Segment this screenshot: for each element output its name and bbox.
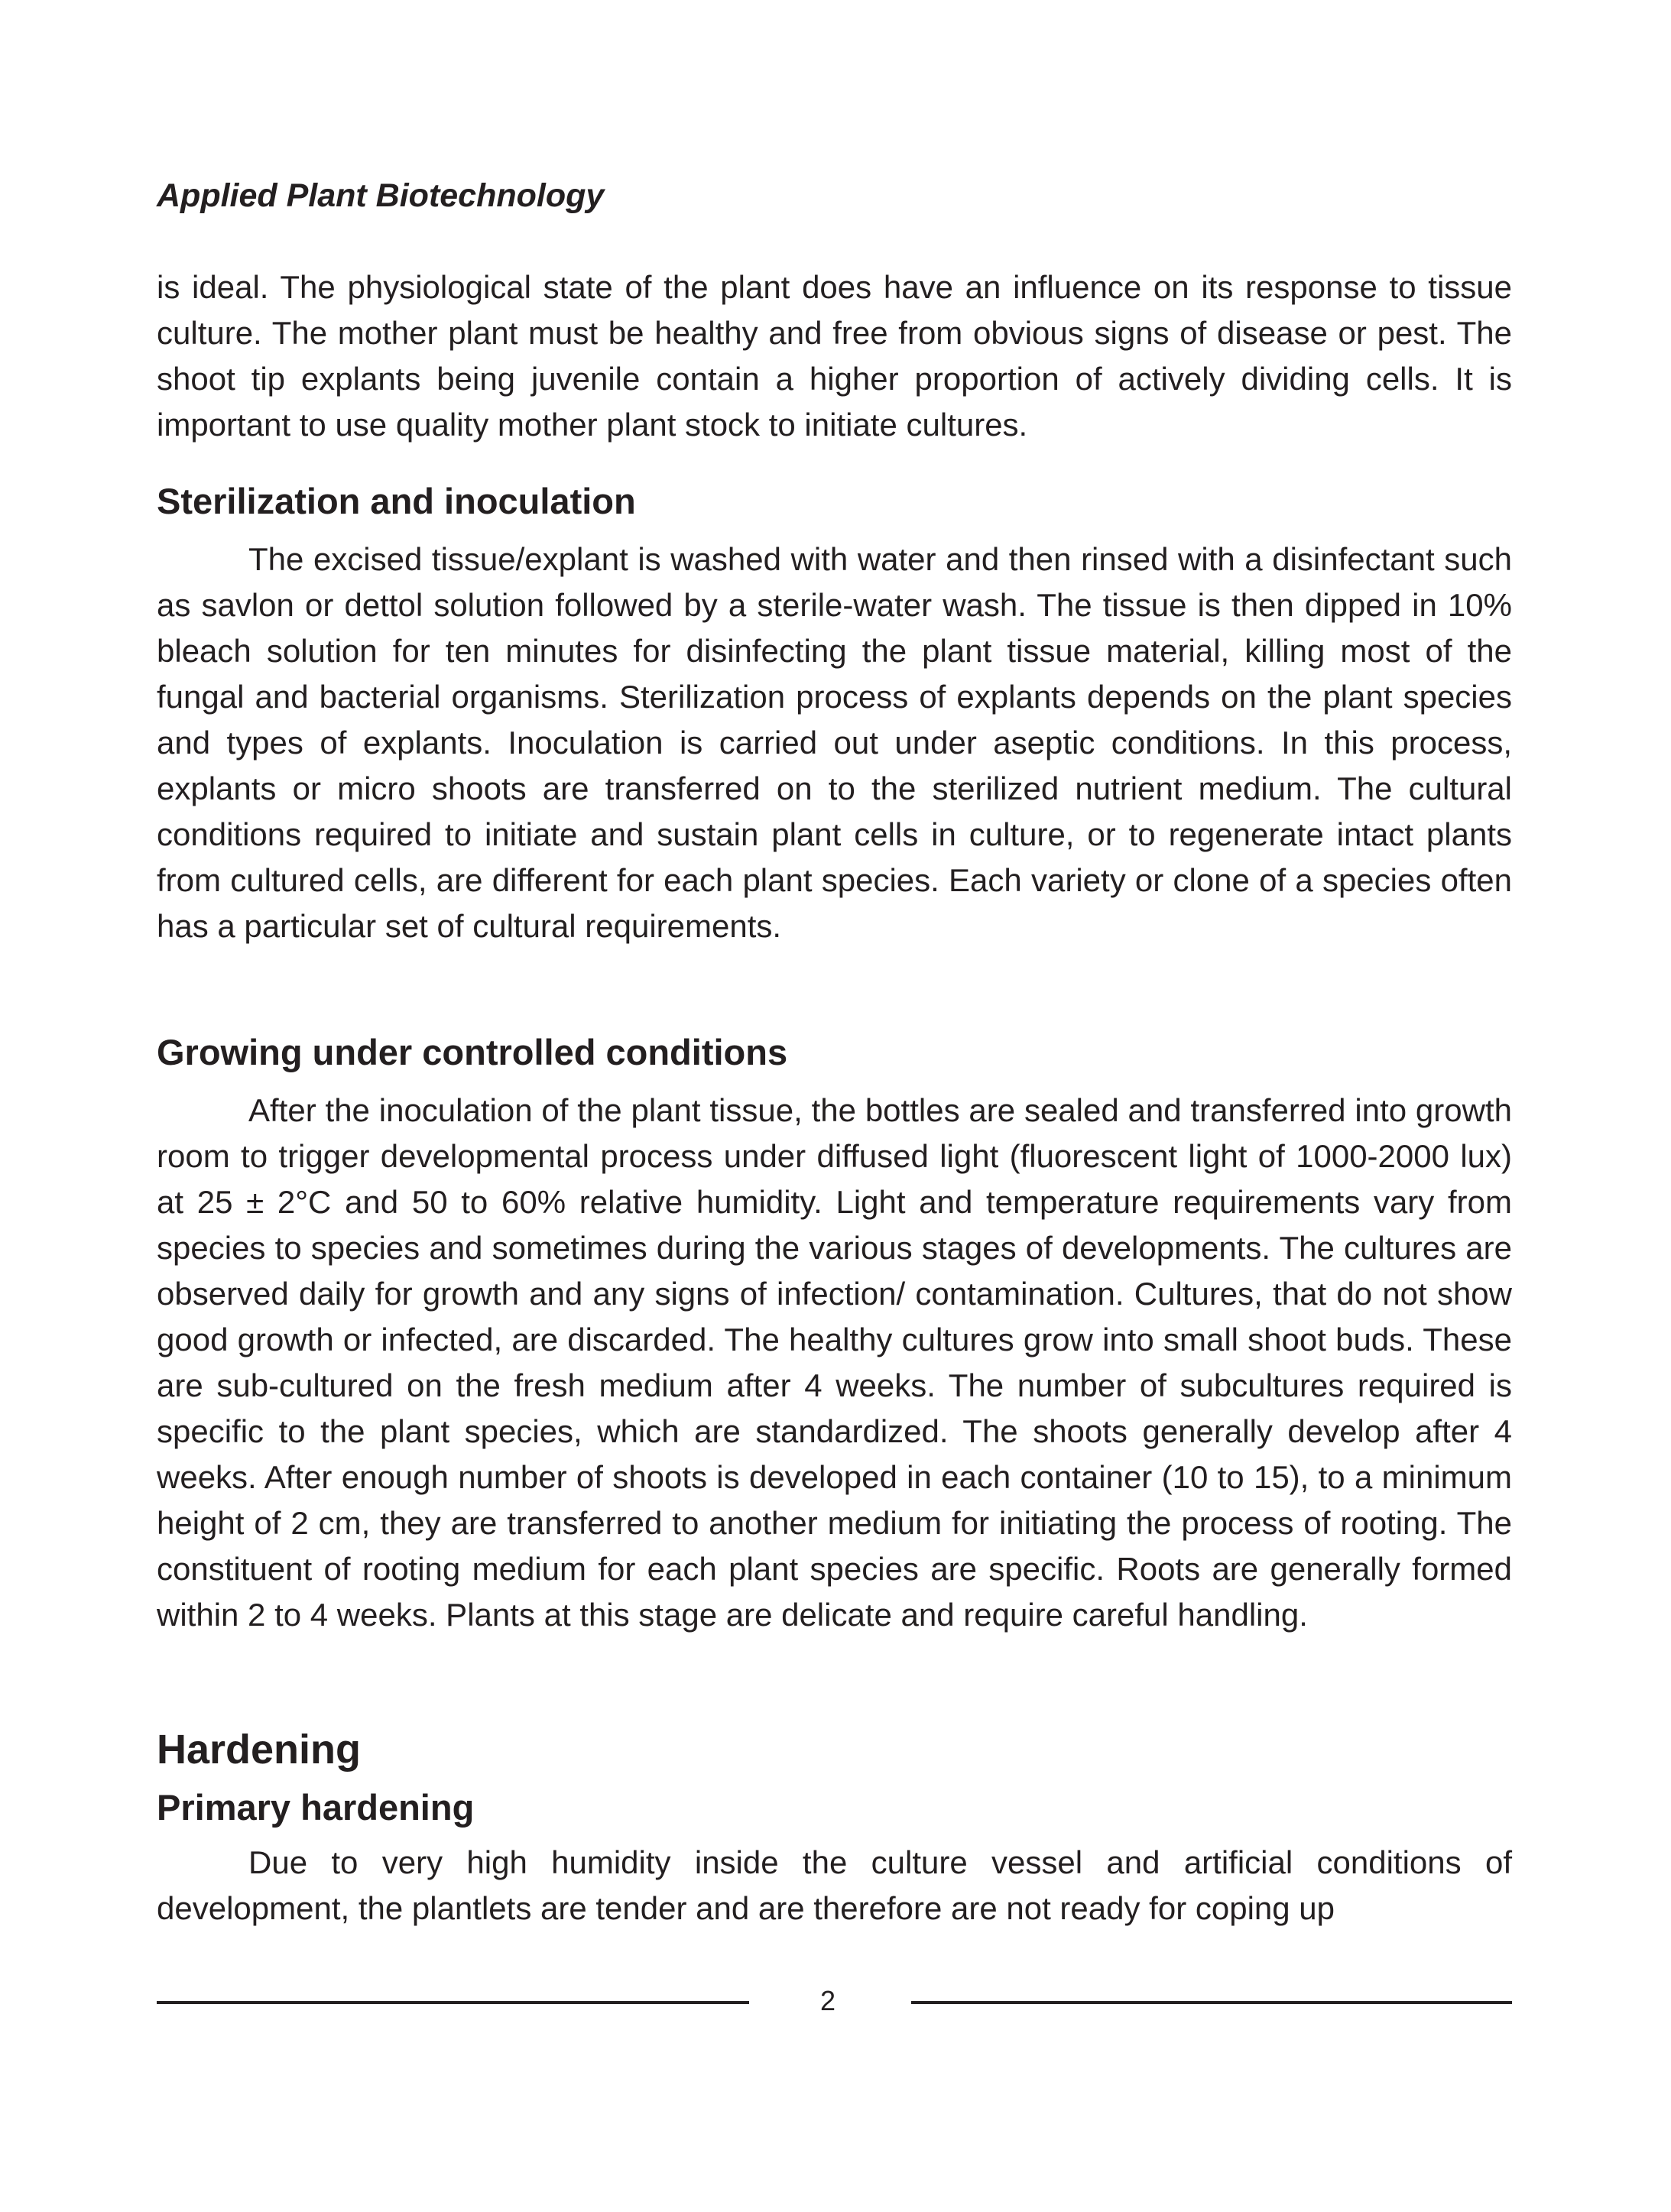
growing-paragraph: After the inoculation of the plant tissue, the bottles are sealed and transferred into growth room to trigger developmental process under diffused light (fluorescent light of 1000-2000 lux) at 25 ± 2°C and 50 to 60% relative humidity. Light and temperature requirements vary from species to species and sometimes during the various stages of developments. The cultures are observed daily for growth and any signs of infection/ contamination. Cultures, that do not show good growth or infected, are discarded. The healthy cultures grow into small shoot buds. These are sub-cultured on the fresh medium after 4 weeks. The number of subcultures required is specific to the plant species, which are standardized. The shoots generally develop after 4 weeks. After enough number of shoots is developed in each container (10 to 15), to a minimum height of 2 cm, they are transferred to another medium for initiating the process of rooting. The constituent of rooting medium for each plant species are specific. Roots are generally formed within 2 to 4 weeks. Plants at this stage are delicate and require careful handling. — [157, 1092, 1512, 1633]
section-heading-hardening: Hardening — [157, 1727, 362, 1773]
subheading-primary-hardening: Primary hardening — [157, 1787, 475, 1828]
sterilization-paragraph: The excised tissue/explant is washed with water and then rinsed with a disinfectant such as savlon or dettol solution followed by a sterile-water wash. The tissue is then dipped in 10% bleach solution for ten minutes for disinfecting the plant tissue material, killing most of the fungal and bacterial organisms. Sterilization process of explants depends on the plant species and types of explants. Inoculation is carried out under aseptic conditions. In this process, explants or micro shoots are transferred on to the sterilized nutrient medium. The cultural conditions required to initiate and sustain plant cells in culture, or to regenerate intact plants from cultured cells, are different for each plant species. Each variety or clone of a species often has a particular set of cultural requirements. — [157, 541, 1512, 944]
section-heading-growing: Growing under controlled conditions — [157, 1032, 788, 1072]
footer-rule-left — [157, 2001, 749, 2004]
hardening-paragraph: Due to very high humidity inside the culture vessel and artificial conditions of development, the plantlets are tender and are therefore are not ready for coping up — [157, 1844, 1512, 1926]
section-heading-sterilization: Sterilization and inoculation — [157, 481, 636, 521]
running-title: Applied Plant Biotechnology — [157, 177, 605, 214]
intro-paragraph: is ideal. The physiological state of the plant does have an influence on its response to tissue culture. The mother plant must be healthy and free from obvious signs of disease or pest. The shoot tip explants being juvenile contain a higher proportion of actively dividing cells. It is important to use quality mother plant stock to initiate cultures. — [157, 269, 1512, 443]
footer-rule-right — [911, 2001, 1512, 2004]
page-number: 2 — [819, 1985, 836, 2016]
